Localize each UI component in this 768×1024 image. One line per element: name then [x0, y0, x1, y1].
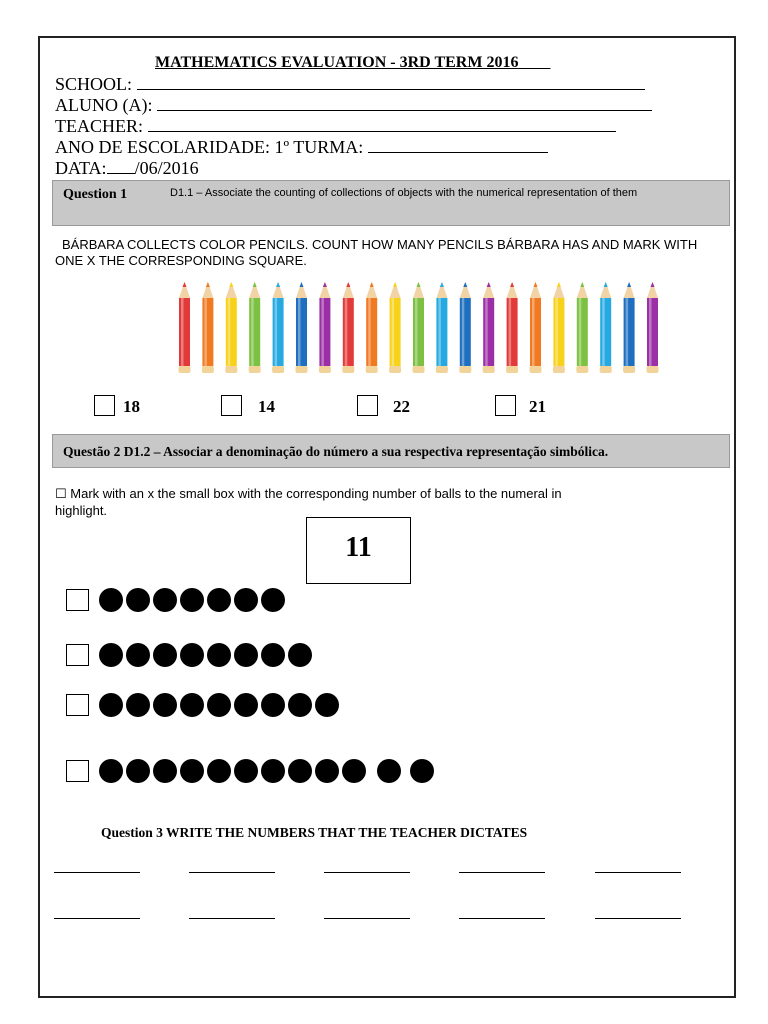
ball-icon — [207, 588, 231, 612]
school-field[interactable] — [55, 74, 645, 94]
question2-label: Questão 2 D1.2 – Associar a denominação do número a sua respectiva representação simbólica. — [63, 444, 609, 459]
pencil-icon — [623, 282, 635, 373]
pencil-icon — [506, 282, 518, 373]
pencil-icon — [389, 282, 401, 373]
ball-icon — [99, 588, 123, 612]
option-18[interactable] — [94, 395, 154, 419]
ball-icon — [315, 693, 339, 717]
date-field[interactable] — [55, 158, 199, 178]
answer-blank[interactable] — [189, 918, 275, 919]
option-checkbox[interactable] — [94, 395, 115, 416]
grade-class-blank[interactable] — [368, 138, 548, 153]
date-label: DATA: — [55, 158, 107, 178]
date-day-blank[interactable] — [107, 159, 135, 174]
ball-icon — [207, 759, 231, 783]
pencil-icon — [647, 282, 659, 373]
question3-label: Question 3 WRITE THE NUMBERS THAT THE TEACHER DICTATES — [101, 825, 528, 840]
ball-icon — [180, 759, 204, 783]
question1-instruction-line2: ONE X THE CORRESPONDING SQUARE. — [55, 253, 307, 268]
ball-icon — [153, 759, 177, 783]
pencil-icon — [366, 282, 378, 373]
question2-instruction-line1 — [55, 486, 655, 503]
pencil-icon — [413, 282, 425, 373]
colored-pencils-illustration — [176, 280, 666, 376]
highlighted-numeral: 11 — [306, 517, 411, 584]
option-checkbox[interactable] — [221, 395, 242, 416]
teacher-field[interactable] — [55, 116, 616, 136]
answer-blank[interactable] — [324, 918, 410, 919]
question1-descriptor: D1.1 – Associate the counting of collections of objects with the numerical representation of them — [170, 187, 638, 199]
ball-icon — [234, 588, 258, 612]
ball-icon — [377, 759, 401, 783]
ball-row-checkbox[interactable] — [66, 760, 89, 782]
pencil-icon — [179, 282, 191, 373]
answer-blank[interactable] — [459, 872, 545, 873]
pencil-icon — [530, 282, 542, 373]
pencil-icon — [272, 282, 284, 373]
answer-blank[interactable] — [324, 872, 410, 873]
school-label: SCHOOL: — [55, 74, 137, 94]
ball-icon — [261, 759, 285, 783]
ball-icon — [288, 759, 312, 783]
pencil-icon — [553, 282, 565, 373]
answer-blank[interactable] — [189, 872, 275, 873]
ball-icon — [180, 643, 204, 667]
ball-icon — [126, 588, 150, 612]
ball-row-checkbox[interactable] — [66, 589, 89, 611]
answer-blank[interactable] — [54, 918, 140, 919]
ball-icon — [153, 643, 177, 667]
option-22[interactable] — [357, 395, 417, 419]
date-suffix: /06/2016 — [134, 158, 199, 178]
ball-icon — [261, 693, 285, 717]
pencil-icon — [576, 282, 588, 373]
ball-icon — [180, 588, 204, 612]
option-checkbox[interactable] — [495, 395, 516, 416]
ball-icon — [153, 588, 177, 612]
option-label: 14 — [258, 397, 275, 416]
ball-icon — [234, 643, 258, 667]
student-field[interactable] — [55, 95, 652, 115]
ball-icon — [126, 643, 150, 667]
ball-icon — [99, 759, 123, 783]
pencil-icon — [600, 282, 612, 373]
ball-icon — [315, 759, 339, 783]
ball-icon — [99, 643, 123, 667]
question1-instruction — [55, 237, 735, 269]
question2-instruction — [55, 486, 655, 519]
ball-icon — [342, 759, 366, 783]
question2-header — [52, 434, 730, 468]
pencil-icon — [483, 282, 495, 373]
pencil-icon — [436, 282, 448, 373]
ball-icon — [180, 693, 204, 717]
teacher-blank[interactable] — [148, 117, 616, 132]
teacher-label: TEACHER: — [55, 116, 148, 136]
option-label: 21 — [529, 397, 546, 416]
ball-icon — [261, 643, 285, 667]
option-14[interactable] — [221, 395, 281, 419]
option-label: 18 — [123, 397, 140, 416]
answer-blank[interactable] — [54, 872, 140, 873]
answer-blank[interactable] — [459, 918, 545, 919]
option-checkbox[interactable] — [357, 395, 378, 416]
school-blank[interactable] — [137, 75, 645, 90]
student-label: ALUNO (A): — [55, 95, 157, 115]
grade-class-label: ANO DE ESCOLARIDADE: 1º TURMA: — [55, 137, 368, 157]
question2-instruction-text: Mark with an x the small box with the corresponding number of balls to the numeral in — [66, 486, 562, 501]
ball-icon — [410, 759, 434, 783]
ball-icon — [207, 643, 231, 667]
checkbox-glyph-icon: ☐ — [55, 487, 67, 502]
option-21[interactable] — [495, 395, 555, 419]
ball-icon — [261, 588, 285, 612]
grade-class-field[interactable] — [55, 137, 548, 157]
ball-row-checkbox[interactable] — [66, 694, 89, 716]
ball-icon — [288, 693, 312, 717]
ball-icon — [234, 759, 258, 783]
pencil-icon — [342, 282, 354, 373]
pencil-icon — [296, 282, 308, 373]
pencil-icon — [225, 282, 237, 373]
pencil-icon — [249, 282, 261, 373]
ball-icon — [99, 693, 123, 717]
question1-header — [52, 180, 730, 226]
ball-icon — [126, 693, 150, 717]
answer-blank[interactable] — [595, 872, 681, 873]
page-title: MATHEMATICS EVALUATION - 3RD TERM 2016 — [155, 54, 519, 71]
option-label: 22 — [393, 397, 410, 416]
question1-instruction-line1: BÁRBARA COLLECTS COLOR PENCILS. COUNT HOW MANY PENCILS BÁRBARA HAS AND MARK WITH — [62, 237, 698, 252]
student-blank[interactable] — [157, 96, 652, 111]
ball-icon — [207, 693, 231, 717]
question2-instruction-line2: highlight. — [55, 503, 108, 518]
ball-icon — [153, 693, 177, 717]
pencil-icon — [319, 282, 331, 373]
answer-blank[interactable] — [595, 918, 681, 919]
question1-label: Question 1 — [63, 187, 128, 202]
ball-row-checkbox[interactable] — [66, 644, 89, 666]
ball-icon — [234, 693, 258, 717]
ball-icon — [288, 643, 312, 667]
ball-icon — [126, 759, 150, 783]
pencil-icon — [459, 282, 471, 373]
pencil-icon — [202, 282, 214, 373]
